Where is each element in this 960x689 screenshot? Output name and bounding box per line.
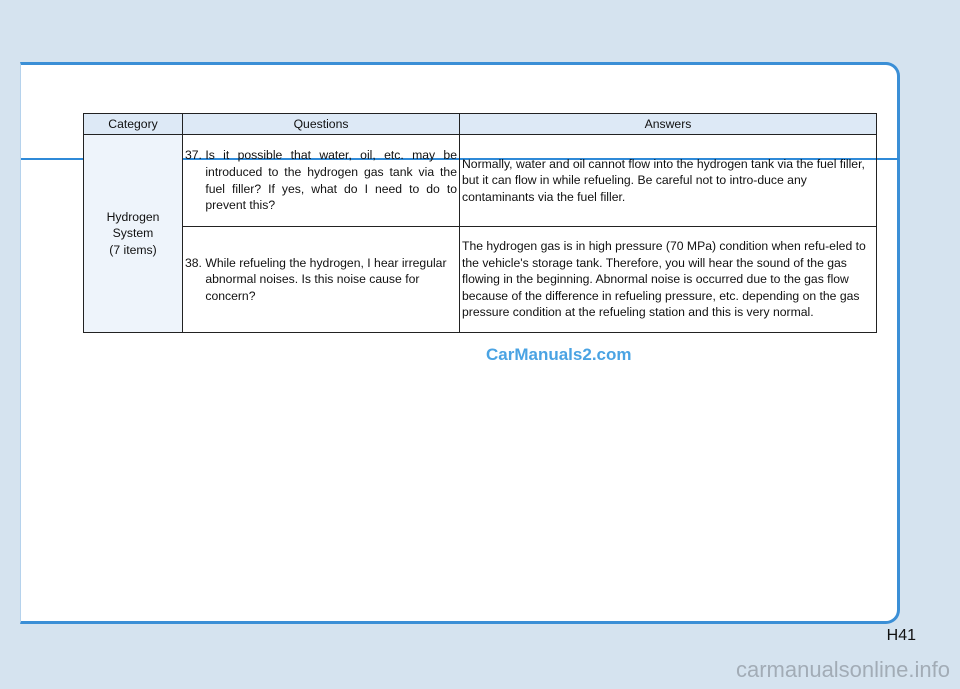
question-text: Is it possible that water, oil, etc. may be introduced to the hydrogen gas tank via the fuel filler? If yes, what do I need to do to prevent this? (205, 148, 457, 213)
page-number: H41 (886, 627, 916, 644)
answer-cell: Normally, water and oil cannot flow into the hydrogen tank via the fuel filler, but it can flow in while refueling. Be careful not to intro-duce any contaminants via the fuel filler. (460, 135, 877, 227)
site-watermark: CarManuals2.com (486, 345, 632, 364)
faq-table (83, 113, 877, 333)
footer-watermark: carmanualsonline.info (735, 657, 950, 682)
question-cell (183, 227, 460, 333)
header-answers: Answers (460, 114, 877, 135)
category-line: Hydrogen (106, 209, 160, 224)
answer-cell: The hydrogen gas is in high pressure (70 MPa) condition when refu-eled to the vehicle's storage tank. Therefore, you will hear the sound of the gas flowing in the beginning. Abnormal noise is occurred due to the gas flow because of the difference in refueling pressure, etc. depending on the gas pressure condition at the refueling station and this is very normal. (460, 227, 877, 333)
table-header-row (84, 114, 877, 135)
table-row (84, 227, 877, 333)
question-number: 37. (185, 148, 202, 163)
category-cell (84, 135, 183, 333)
question-text: While refueling the hydrogen, I hear irregular abnormal noises. Is this noise cause for concern? (205, 255, 447, 303)
question-cell (183, 135, 460, 227)
question-number: 38. (185, 255, 202, 270)
header-category: Category (84, 114, 183, 135)
category-line: (7 items) (109, 242, 157, 257)
table-row (84, 135, 877, 227)
header-questions: Questions (183, 114, 460, 135)
category-line: System (112, 226, 154, 241)
